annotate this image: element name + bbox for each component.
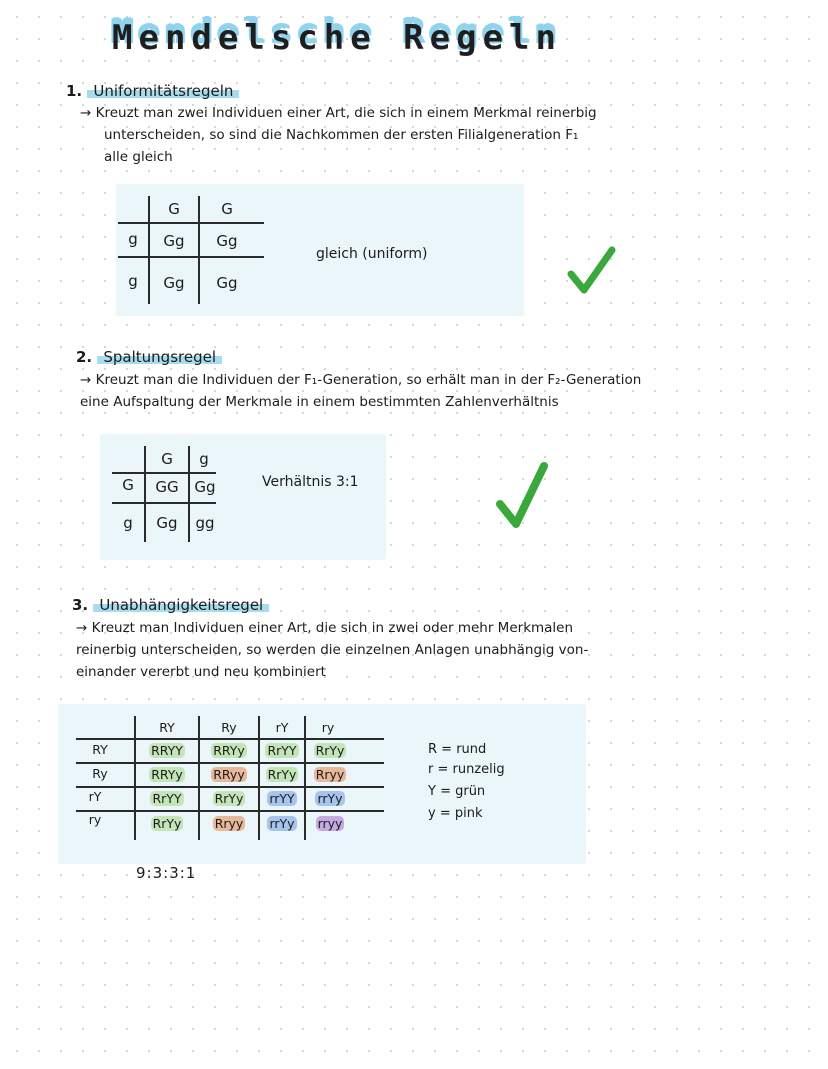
section3-cell: RrYy bbox=[315, 743, 345, 758]
section2-cell: Gg bbox=[194, 478, 216, 496]
section3-text-line-2: reinerbig unterscheiden, so werden die einzelnen Anlagen unabhängig von- bbox=[76, 642, 589, 658]
section3-cell: RrYY bbox=[267, 743, 297, 758]
section1-cell: Gg bbox=[216, 232, 238, 250]
section1-col-header: G bbox=[168, 200, 180, 218]
section2-cell: Gg bbox=[156, 514, 178, 532]
section3-row-header: ry bbox=[88, 812, 102, 827]
section1-text-line-3: alle gleich bbox=[104, 149, 173, 165]
section3-row-header: rY bbox=[88, 789, 102, 804]
section3-row-header: RY bbox=[92, 742, 108, 757]
section3-cell: rrYy bbox=[269, 816, 295, 831]
page-title: Mendelsche Regeln bbox=[112, 18, 562, 58]
section3-text-line-1: → Kreuzt man Individuen einer Art, die sich in zwei oder mehr Merkmalen bbox=[76, 620, 574, 636]
section1-note: gleich (uniform) bbox=[316, 246, 428, 262]
legend-item: R = rund bbox=[428, 742, 487, 757]
section3-cell: rryy bbox=[317, 816, 343, 831]
section3-cell: RRyy bbox=[213, 767, 245, 782]
section2-panel bbox=[100, 434, 386, 560]
section3-cell: Rryy bbox=[315, 767, 345, 782]
section3-number: 3. bbox=[72, 596, 89, 614]
section2-row-header: g bbox=[123, 514, 133, 532]
section2-heading bbox=[76, 348, 222, 366]
section1-text-line-2: unterscheiden, so sind die Nachkommen der ersten Filialgeneration F₁ bbox=[104, 127, 579, 143]
section2-text-line-2: eine Aufspaltung der Merkmale in einem bestimmten Zahlenverhältnis bbox=[80, 394, 559, 410]
section3-cell: RrYy bbox=[214, 791, 244, 806]
section1-row-header: g bbox=[128, 272, 138, 290]
check-icon bbox=[494, 460, 552, 532]
section1-col-header: G bbox=[221, 200, 233, 218]
section3-cell: RRYy bbox=[213, 743, 245, 758]
check-icon bbox=[566, 244, 618, 298]
legend-item: Y = grün bbox=[428, 784, 486, 799]
section2-title: Spaltungsregel bbox=[97, 348, 222, 366]
section3-cell: RrYy bbox=[152, 816, 182, 831]
section3-row-header: Ry bbox=[92, 766, 108, 781]
section3-cell: rrYY bbox=[269, 791, 295, 806]
section3-col-header: ry bbox=[321, 720, 335, 735]
section3-cell: RrYY bbox=[152, 791, 182, 806]
section3-ratio: 9:3:3:1 bbox=[136, 864, 197, 882]
section3-col-header: RY bbox=[159, 720, 175, 735]
section1-cell: Gg bbox=[216, 274, 238, 292]
section2-note: Verhältnis 3:1 bbox=[262, 474, 359, 490]
legend-item: y = pink bbox=[428, 806, 483, 821]
section2-cell: gg bbox=[195, 514, 215, 532]
section3-cell: RRYy bbox=[151, 767, 183, 782]
section1-title: Uniformitätsregeln bbox=[87, 82, 239, 100]
legend-item: r = runzelig bbox=[428, 762, 505, 777]
section3-cell: RrYy bbox=[267, 767, 297, 782]
section1-text-line-1: → Kreuzt man zwei Individuen einer Art, die sich in einem Merkmal reinerbig bbox=[80, 105, 597, 121]
section3-cell: rrYy bbox=[317, 791, 343, 806]
section3-title: Unabhängigkeitsregel bbox=[93, 596, 269, 614]
section3-cell: RRYY bbox=[151, 743, 183, 758]
section3-text-line-3: einander vererbt und neu kombiniert bbox=[76, 664, 326, 680]
section2-text-line-1: → Kreuzt man die Individuen der F₁-Generation, so erhält man in der F₂-Generation bbox=[80, 372, 642, 388]
section2-cell: GG bbox=[155, 478, 179, 496]
section2-row-header: G bbox=[122, 476, 134, 494]
section2-col-header: g bbox=[199, 450, 209, 468]
section3-cell: Rryy bbox=[214, 816, 244, 831]
section1-cell: Gg bbox=[163, 232, 185, 250]
section1-heading bbox=[66, 82, 239, 100]
section3-col-header: Ry bbox=[221, 720, 237, 735]
section1-row-header: g bbox=[128, 230, 138, 248]
section1-cell: Gg bbox=[163, 274, 185, 292]
section2-number: 2. bbox=[76, 348, 93, 366]
section1-number: 1. bbox=[66, 82, 83, 100]
section3-heading bbox=[72, 596, 269, 614]
section3-col-header: rY bbox=[275, 720, 289, 735]
section2-col-header: G bbox=[161, 450, 173, 468]
